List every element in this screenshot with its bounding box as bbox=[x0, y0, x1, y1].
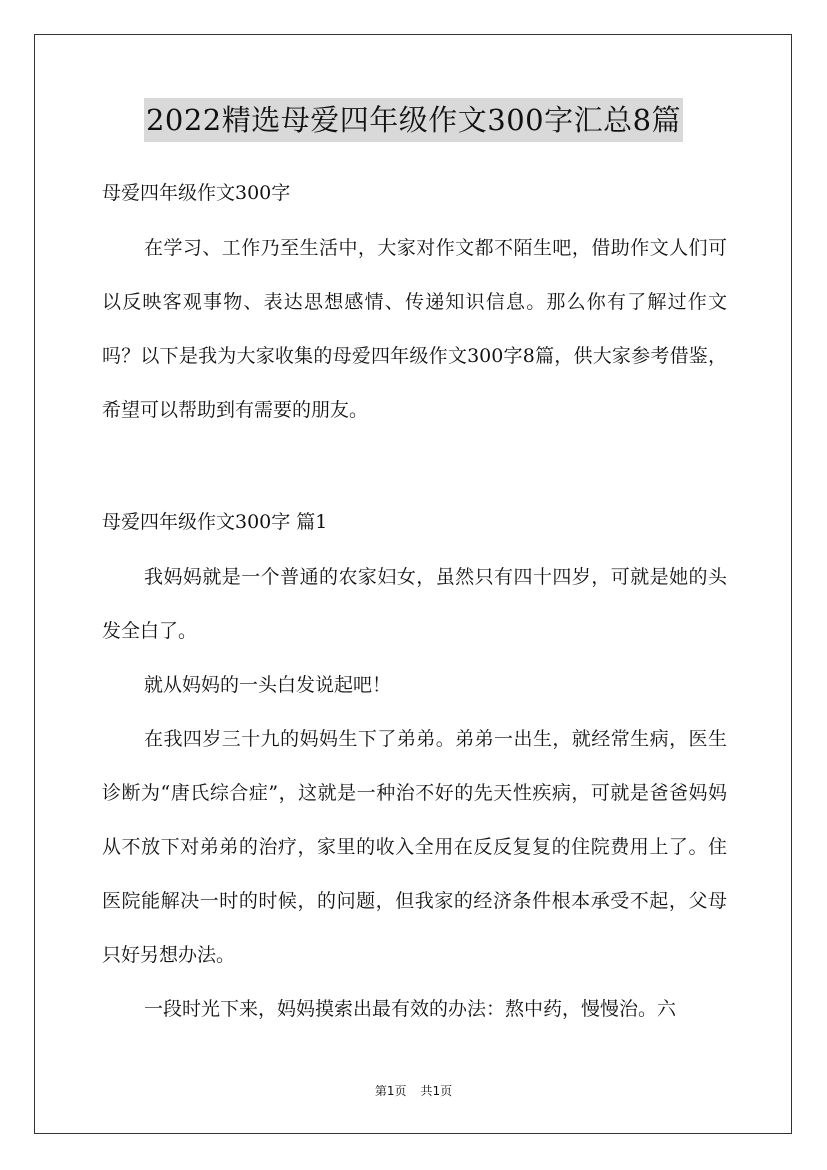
section-heading: 母爱四年级作文300字 篇1 bbox=[102, 511, 328, 533]
page-footer bbox=[0, 1083, 827, 1099]
intro-paragraph: 在学习、工作乃至生活中，大家对作文都不陌生吧，借助作文人们可以反映客观事物、表达思想感情、传递知识信息。那么你有了解过作文吗？以下是我为大家收集的母爱四年级作文300字8篇，供大家参考借鉴，希望可以帮助到有需要的朋友。 bbox=[102, 237, 727, 421]
section-spacer bbox=[102, 437, 727, 495]
page-number: 第1页 bbox=[374, 1084, 407, 1098]
page-total: 共1页 bbox=[420, 1084, 453, 1098]
body-paragraph: 在我四岁三十九的妈妈生下了弟弟。弟弟一出生，就经常生病，医生诊断为“唐氏综合症”，这就是一种治不好的先天性疾病，可就是爸爸妈妈从不放下对弟弟的治疗，家里的收入全用在反反复复的住院费用上了。住医院能解决一时的时候，的问题，但我家的经济条件根本承受不起，父母只好另想办法。 bbox=[102, 728, 727, 966]
body-paragraph: 我妈妈就是一个普通的农家妇女，虽然只有四十四岁，可就是她的头发全白了。 bbox=[102, 566, 727, 642]
body-paragraph: 一段时光下来，妈妈摸索出最有效的办法：熬中药，慢慢治。六 bbox=[144, 998, 677, 1020]
document-title: 2022精选母爱四年级作文300字汇总8篇 bbox=[144, 98, 683, 142]
title-area bbox=[0, 98, 827, 142]
intro-heading: 母爱四年级作文300字 bbox=[102, 182, 291, 204]
body-paragraph: 就从妈妈的一头白发说起吧！ bbox=[144, 674, 392, 696]
document-body bbox=[102, 166, 727, 1036]
